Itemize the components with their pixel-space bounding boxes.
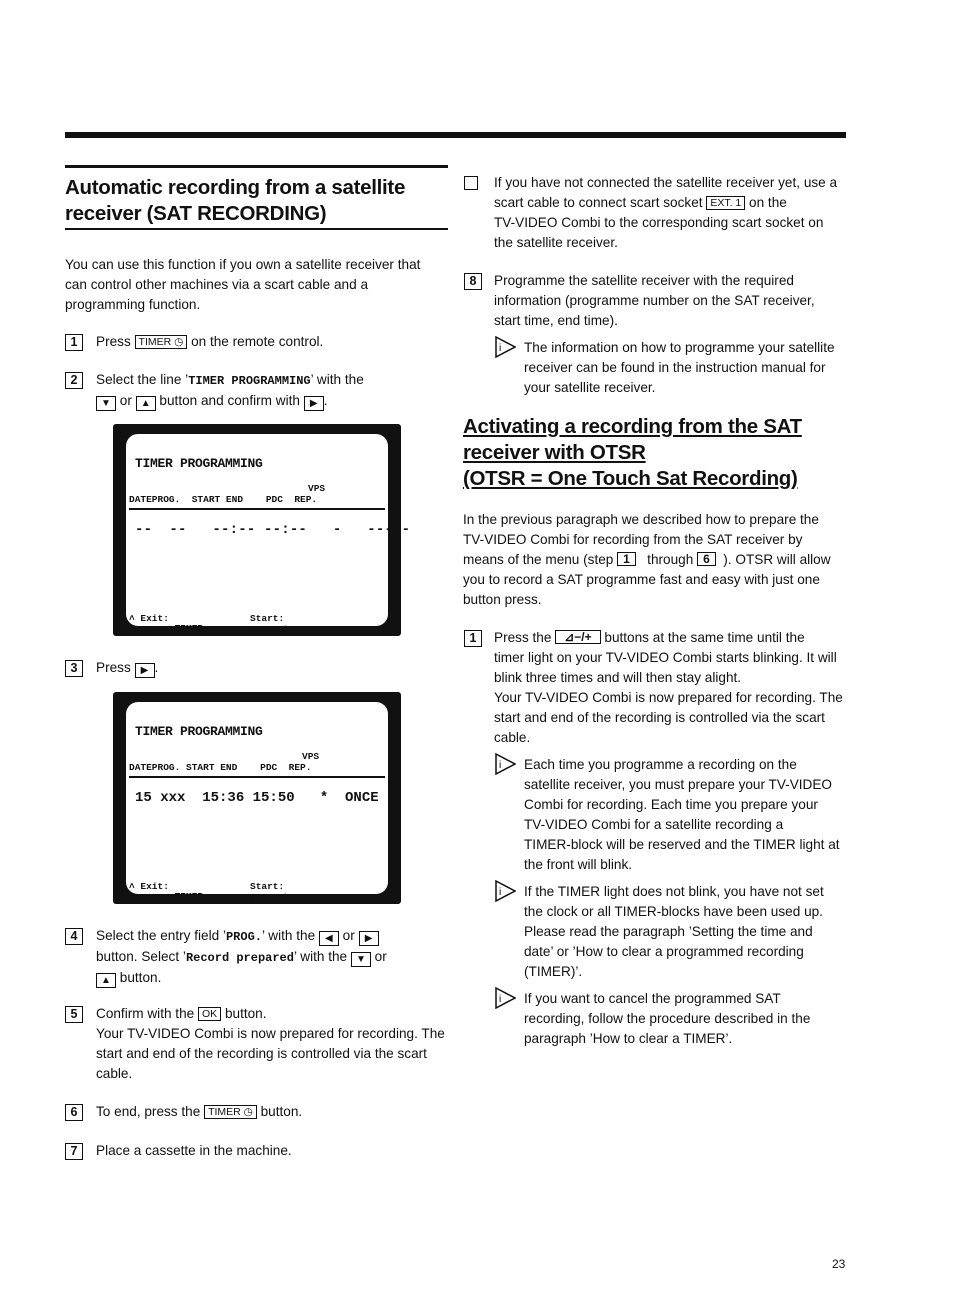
step-number: 4 xyxy=(65,928,83,945)
text-line: satellite receiver, you must prepare your TV-VIDEO xyxy=(524,777,833,792)
option-name: Record prepared xyxy=(185,951,294,965)
text: Press xyxy=(96,660,135,675)
info-icon xyxy=(494,880,516,902)
timer-entry: 15 xxx 15:36 15:50 * ONCE xyxy=(135,790,379,806)
tv-screen-empty xyxy=(113,424,411,636)
text-line: the satellite receiver. xyxy=(494,235,618,250)
text-line: TV-VIDEO Combi to the corresponding scart socket on xyxy=(494,215,824,230)
heading-line: receiver (SAT RECORDING) xyxy=(65,202,327,225)
up-arrow-icon: ▲ xyxy=(96,973,116,988)
top-rule xyxy=(65,132,846,138)
text-line: start and end of the recording is controlled via the scart xyxy=(494,710,825,725)
text: Press xyxy=(96,334,135,349)
tv-screen-filled xyxy=(113,692,401,904)
text-line: If you have not connected the satellite receiver yet, use a xyxy=(494,175,838,190)
text: or xyxy=(338,928,359,943)
svg-text:i: i xyxy=(499,760,502,771)
text: ). OTSR will allow xyxy=(715,552,831,567)
text: ’ with the xyxy=(293,949,351,964)
text: To end, press the xyxy=(96,1104,205,1119)
info-icon xyxy=(494,753,516,775)
text: ’ with the xyxy=(310,372,364,387)
text: ’ with the xyxy=(261,928,319,943)
field-name: PROG. xyxy=(225,930,262,944)
right-arrow-icon: ▶ xyxy=(135,663,155,678)
text: Select the entry field ’ xyxy=(96,928,226,943)
text: Press the xyxy=(494,630,556,645)
exit-hint: ˄ Exit: xyxy=(129,613,169,624)
text: Select the line ’ xyxy=(96,372,189,387)
down-arrow-icon: ▼ xyxy=(96,396,116,411)
step-number: 5 xyxy=(65,1006,83,1023)
text: Confirm with the xyxy=(96,1006,198,1021)
text: on the xyxy=(745,195,787,210)
step-number: 7 xyxy=(65,1143,83,1160)
key-label: TIMER xyxy=(208,1106,241,1118)
text-line: paragraph ’How to clear a TIMER’. xyxy=(524,1031,733,1046)
column-headers: DATEPROG. START END PDC REP. xyxy=(129,762,312,773)
right-arrow-icon: ▶ xyxy=(304,396,324,411)
text-line: If the TIMER light does not blink, you have not set xyxy=(524,884,824,899)
vps-label: VPS xyxy=(308,483,326,494)
press-timer-hint: ˅ press TIMER xyxy=(129,623,204,634)
press-hint: press > xyxy=(250,623,290,634)
check-item-text xyxy=(494,173,837,253)
text: buttons at the same time until the xyxy=(600,630,805,645)
checkbox-icon xyxy=(464,176,478,190)
column-headers: DATEPROG. START END PDC REP. xyxy=(129,494,318,505)
screen-title: TIMER PROGRAMMING xyxy=(135,724,263,739)
text-line: Please read the paragraph ’Setting the time and xyxy=(524,924,813,939)
timer-key xyxy=(135,335,188,349)
text-line: TV-VIDEO Combi for a satellite recording a xyxy=(524,817,784,832)
step-number: 3 xyxy=(65,660,83,677)
step-number: 2 xyxy=(65,372,83,389)
info-icon xyxy=(494,987,516,1009)
key-label: TIMER xyxy=(138,336,172,348)
heading-line: Automatic recording from a satellite xyxy=(65,176,406,199)
heading-rule-top xyxy=(65,165,448,168)
text-line: the clock or all TIMER-blocks have been used up. xyxy=(524,904,823,919)
text-line: You can use this function if you own a satellite receiver that xyxy=(65,257,421,272)
svg-text:i: i xyxy=(499,994,502,1005)
text-line: If you want to cancel the programmed SAT xyxy=(524,991,781,1006)
text: or xyxy=(116,393,136,408)
info-icon xyxy=(494,336,516,358)
menu-line-name: TIMER PROGRAMMING xyxy=(188,374,311,388)
step-2-text xyxy=(96,370,364,411)
text-line: TIMER-block will be reserved and the TIMER light at xyxy=(524,837,840,852)
step-ref: 6 xyxy=(697,552,716,566)
right-arrow-icon: ▶ xyxy=(359,931,379,946)
up-arrow-icon: ▲ xyxy=(136,396,156,411)
step-4-text xyxy=(96,926,387,988)
text-line: In the previous paragraph we described how to prepare the xyxy=(463,512,819,527)
step-number: 1 xyxy=(65,334,83,351)
text-line: TV-VIDEO Combi for recording from the SAT receiver by xyxy=(463,532,803,547)
text: on the remote control. xyxy=(187,334,324,349)
clock-icon: ◷ xyxy=(174,336,184,348)
text: button. xyxy=(221,1006,267,1021)
step-number: 1 xyxy=(464,630,482,647)
text: means of the menu (step xyxy=(463,552,618,567)
text-line: can control other machines via a scart cable and a xyxy=(65,277,369,292)
text-line: the front will blink. xyxy=(524,857,633,872)
vps-label: VPS xyxy=(302,751,320,762)
text-line: receiver can be found in the instruction manual for xyxy=(524,360,826,375)
text: or xyxy=(370,949,387,964)
text: . xyxy=(154,660,159,675)
step-1-text xyxy=(96,332,323,352)
text-line: (TIMER)’. xyxy=(524,964,583,979)
heading-line: receiver with OTSR xyxy=(463,441,646,464)
ext1-socket-label: EXT. 1 xyxy=(706,196,745,210)
text-line: cable. xyxy=(96,1066,133,1081)
left-arrow-icon: ◀ xyxy=(319,931,339,946)
page-number: 23 xyxy=(832,1257,846,1271)
text: button. xyxy=(116,970,162,985)
step-8-text xyxy=(494,271,815,331)
info-note-4 xyxy=(524,989,810,1049)
step-5-text xyxy=(96,1004,445,1084)
down-arrow-icon: ▼ xyxy=(351,952,371,967)
text: button. Select ’ xyxy=(96,949,186,964)
step-ref: 1 xyxy=(617,552,636,566)
info-note-1 xyxy=(524,338,835,398)
step-number: 6 xyxy=(65,1104,83,1121)
text-line: your satellite receiver. xyxy=(524,380,656,395)
text-line: Combi for recording. Each time you prepare your xyxy=(524,797,818,812)
press-hint: press > xyxy=(250,891,290,902)
otsr-intro xyxy=(463,510,831,610)
screen-title: TIMER PROGRAMMING xyxy=(135,456,263,471)
text-line: cable. xyxy=(494,730,531,745)
info-note-3 xyxy=(524,882,824,982)
step-3-text xyxy=(96,658,158,678)
step-7-text: Place a cassette in the machine. xyxy=(96,1143,292,1158)
step-number: 8 xyxy=(464,273,482,290)
start-hint: Start: xyxy=(250,881,285,892)
heading-rule-bottom xyxy=(65,228,448,230)
text-line: blink three times and will then stay alight. xyxy=(494,670,742,685)
section-heading-sat-recording xyxy=(65,175,405,227)
screen-display xyxy=(126,702,388,902)
text-line: timer light on your TV-VIDEO Combi starts blinking. It will xyxy=(494,650,837,665)
heading-line: Activating a recording from the SAT xyxy=(463,415,802,438)
text-line: you to record a SAT programme fast and easy with just one xyxy=(463,572,820,587)
clock-icon: ◷ xyxy=(243,1106,253,1118)
text: button. xyxy=(256,1104,303,1119)
otsr-buttons-key: ⊿−/+ xyxy=(555,630,600,644)
text-line: start and end of the recording is controlled via the scart xyxy=(96,1046,427,1061)
timer-entry: -- -- --:-- --:-- - ----- xyxy=(135,522,411,538)
text-line: information (programme number on the SAT receiver, xyxy=(494,293,815,308)
screen-divider xyxy=(129,508,385,510)
press-timer-hint: ˅ press TIMER xyxy=(129,891,204,902)
start-hint: Start: xyxy=(250,613,285,624)
text-line: date’ or ’How to clear a programmed recording xyxy=(524,944,804,959)
timer-key xyxy=(204,1105,257,1119)
screen-divider xyxy=(129,776,385,778)
text-line: recording, follow the procedure described in the xyxy=(524,1011,811,1026)
text-line: start time, end time). xyxy=(494,313,618,328)
text-line: The information on how to programme your satellite xyxy=(524,340,835,355)
text: scart cable to connect scart socket xyxy=(494,195,707,210)
intro-paragraph xyxy=(65,255,420,315)
otsr-step-1-text xyxy=(494,628,843,748)
heading-line: (OTSR = One Touch Sat Recording) xyxy=(463,467,798,490)
text-line: Your TV-VIDEO Combi is now prepared for recording. The xyxy=(494,690,843,705)
text: . xyxy=(323,393,328,408)
text-line: programming function. xyxy=(65,297,201,312)
step-6-text xyxy=(96,1102,302,1122)
exit-hint: ˄ Exit: xyxy=(129,881,169,892)
screen-display xyxy=(126,434,411,634)
text-line: button press. xyxy=(463,592,542,607)
text: through xyxy=(635,552,698,567)
info-note-2 xyxy=(524,755,840,875)
ok-key: OK xyxy=(198,1007,221,1021)
text: button and confirm with xyxy=(155,393,304,408)
svg-text:i: i xyxy=(499,887,502,898)
text-line: Your TV-VIDEO Combi is now prepared for recording. The xyxy=(96,1026,445,1041)
text-line: Programme the satellite receiver with the required xyxy=(494,273,794,288)
text-line: Each time you programme a recording on the xyxy=(524,757,797,772)
section-heading-otsr xyxy=(463,414,802,492)
svg-text:i: i xyxy=(499,343,502,354)
